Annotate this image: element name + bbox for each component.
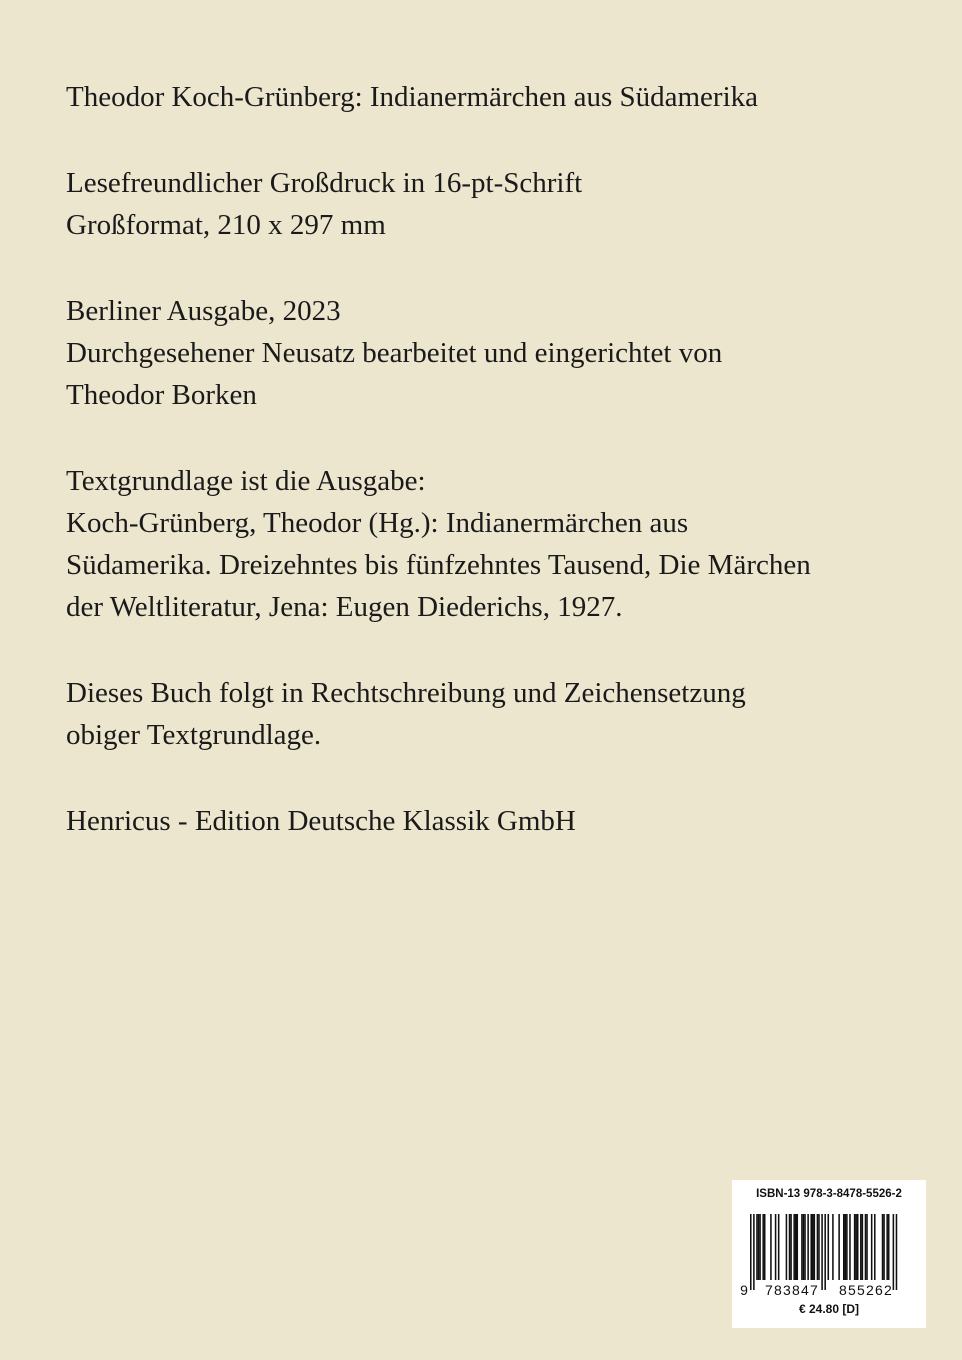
barcode-bar [838, 1214, 840, 1280]
source-line: Koch-Grünberg, Theodor (Hg.): Indianermärchen aus [66, 507, 689, 539]
format-paragraph [66, 162, 906, 246]
barcode-bar [814, 1214, 816, 1280]
edition-line: Theodor Borken [66, 379, 257, 411]
barcode-bar [801, 1214, 803, 1280]
barcode-bar [812, 1214, 814, 1280]
barcode-bar [810, 1214, 812, 1280]
barcode-bar [857, 1214, 859, 1280]
barcode-digits-left: 783847 [765, 1282, 819, 1298]
barcode-guard-bar [896, 1214, 898, 1290]
barcode-bar [871, 1214, 873, 1280]
isbn-label: ISBN-13 978-3-8478-5526-2 [756, 1188, 902, 1200]
publisher-line: Henricus - Edition Deutsche Klassik GmbH [66, 805, 576, 837]
barcode-bar [845, 1214, 847, 1280]
barcode-bar [778, 1214, 780, 1280]
barcode-bar [758, 1214, 760, 1280]
barcode-bar [882, 1214, 884, 1280]
barcode-bar [886, 1214, 888, 1280]
barcode-bar [764, 1214, 766, 1280]
barcode-bar [846, 1214, 848, 1280]
barcode-bar [832, 1214, 834, 1280]
barcode-guard-bar [821, 1214, 823, 1290]
publisher-paragraph [66, 800, 906, 842]
source-paragraph [66, 460, 906, 628]
orthography-paragraph [66, 672, 906, 756]
barcode-guard-bar [824, 1214, 826, 1290]
barcode-bar [860, 1214, 862, 1280]
barcode-bar [855, 1214, 857, 1280]
edition-line: Durchgesehener Neusatz bearbeitet und eingerichtet von [66, 337, 723, 369]
barcode-bar [888, 1214, 890, 1280]
barcode-bar [862, 1214, 864, 1280]
barcode-bar [795, 1214, 797, 1280]
barcode-digit-lead: 9 [740, 1282, 748, 1298]
barcode-bar [759, 1214, 761, 1280]
barcode-bar [818, 1214, 820, 1280]
barcode-bar [854, 1214, 856, 1280]
barcode-bar [849, 1214, 851, 1280]
barcode-bar [790, 1214, 792, 1280]
barcode-bar [797, 1214, 799, 1280]
barcode-bar [807, 1214, 809, 1280]
barcode-bar [789, 1214, 791, 1280]
edition-line: Berliner Ausgabe, 2023 [66, 295, 341, 327]
barcode-bar [793, 1214, 795, 1280]
barcode-bar [786, 1214, 788, 1280]
barcode-bar [817, 1214, 819, 1280]
barcode-bar [770, 1214, 772, 1280]
source-line: Textgrundlage ist die Ausgabe: [66, 465, 426, 497]
orthography-line: Dieses Buch folgt in Rechtschreibung und Zeichensetzung [66, 677, 746, 709]
title-paragraph [66, 76, 906, 118]
format-line: Lesefreundlicher Großdruck in 16-pt-Schrift [66, 167, 583, 199]
barcode-bar [874, 1214, 876, 1280]
barcode-bar [762, 1214, 764, 1280]
barcode-digits-right: 855262 [839, 1282, 893, 1298]
barcode-guard-bar [753, 1214, 755, 1290]
barcode-bar [756, 1214, 758, 1280]
edition-paragraph [66, 290, 906, 416]
title-line: Theodor Koch-Grünberg: Indianermärchen aus Südamerika [66, 81, 758, 113]
barcode-bar [775, 1214, 777, 1280]
barcode-bar [804, 1214, 806, 1280]
imprint-text [66, 76, 906, 886]
orthography-line: obiger Textgrundlage. [66, 719, 322, 751]
barcode-image [740, 1212, 918, 1298]
format-line: Großformat, 210 x 297 mm [66, 209, 386, 241]
barcode-guard-bar [750, 1214, 752, 1290]
barcode-bar [865, 1214, 867, 1280]
barcode-bar [866, 1214, 868, 1280]
price-label: € 24.80 [D] [798, 1302, 860, 1316]
barcode-guard-bar [893, 1214, 895, 1290]
barcode-bar [803, 1214, 805, 1280]
barcode-bar [883, 1214, 885, 1280]
barcode-bar [843, 1214, 845, 1280]
source-line: Südamerika. Dreizehntes bis fünfzehntes Tausend, Die Märchen [66, 549, 811, 581]
barcode-bar [828, 1214, 830, 1280]
source-line: der Weltliteratur, Jena: Eugen Diederichs, 1927. [66, 591, 623, 623]
barcode-bars [750, 1214, 897, 1290]
barcode-panel [732, 1180, 926, 1328]
